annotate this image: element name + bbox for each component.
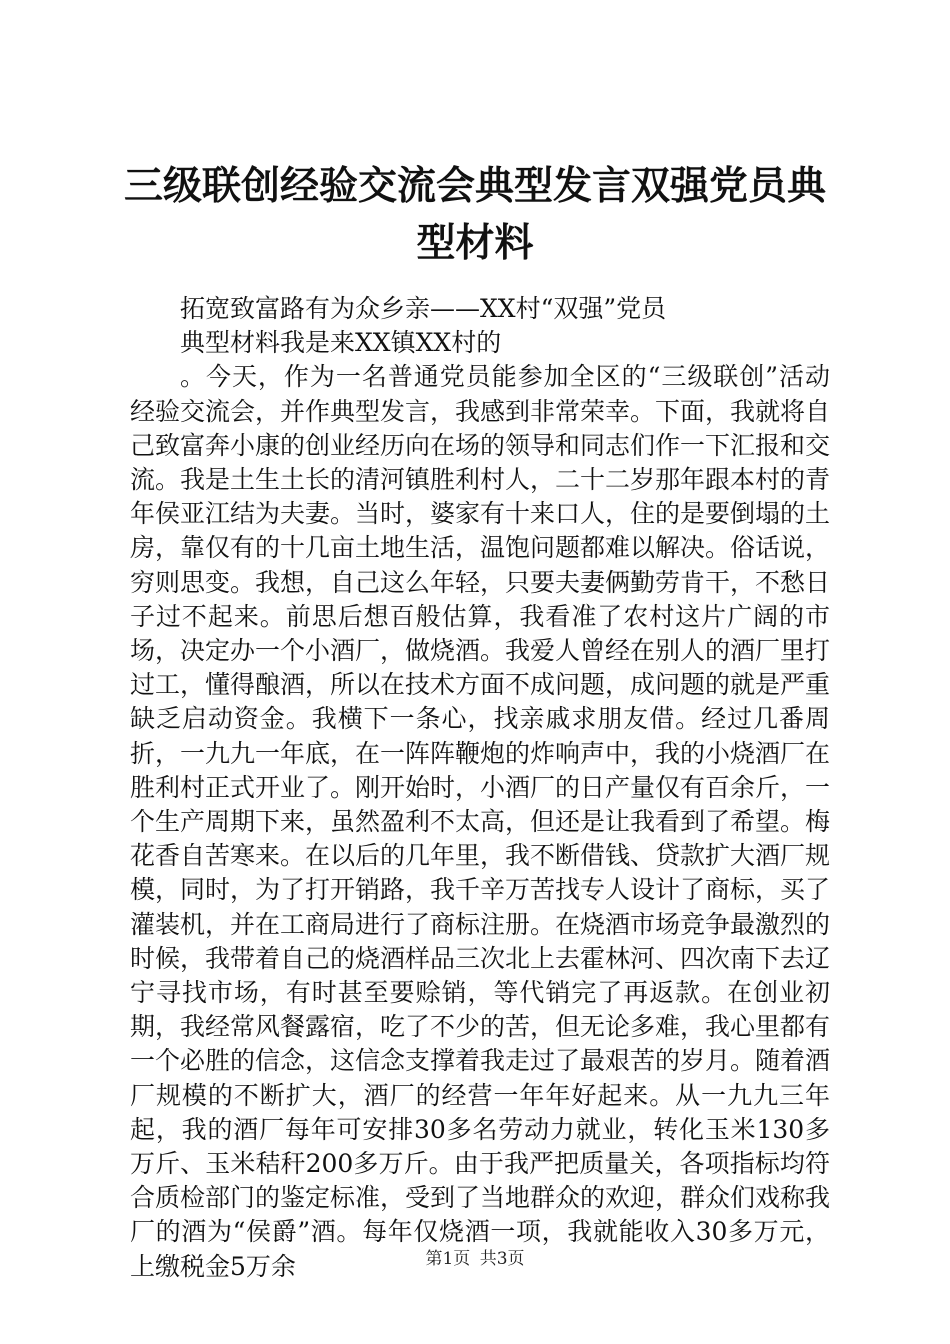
- document-title: 三级联创经验交流会典型发言双强党员典型材料: [123, 163, 826, 266]
- intro-line: 典型材料我是来XX镇XX村的: [180, 328, 502, 358]
- document-body: [130, 292, 830, 1284]
- page-footer: [0, 1244, 950, 1269]
- page-number: 第1页: [425, 1249, 471, 1269]
- page-total: 共3页: [479, 1249, 525, 1269]
- document-subtitle: 拓宽致富路有为众乡亲——XX村“双强”党员: [180, 294, 667, 323]
- body-paragraph: 。今天，作为一名普通党员能参加全区的“三级联创”活动经验交流会，并作典型发言，我感到非常荣幸。下面，我就将自己致富奔小康的创业经历向在场的领导和同志们作一下汇报和交流。我是土生土长的清河镇胜利村人，二十二岁那年跟本村的青年侯亚江结为夫妻。当时，婆家有十来口人，住的是要倒塌的土房，靠仅有的十几亩土地生活，温饱问题都难以解决。俗话说，穷则思变。我想，自己这么年轻，只要夫妻俩勤劳肯干，不愁日子过不起来。前思后想百般估算，我看准了农村这片广阔的市场，决定办一个小酒厂，做烧酒。我爱人曾经在别人的酒厂里打过工，懂得酿酒，所以在技术方面不成问题，成问题的就是严重缺乏启动资金。我横下一条心，找亲戚求朋友借。经过几番周折，一九九一年底，在一阵阵鞭炮的炸响声中，我的小烧酒厂在胜利村正式开业了。刚开始时，小酒厂的日产量仅有百余斤，一个生产周期下来，虽然盈利不太高，但还是让我看到了希望。梅花香自苦寒来。在以后的几年里，我不断借钱、贷款扩大酒厂规模，同时，为了打开销路，我千辛万苦找专人设计了商标，买了灌装机，并在工商局进行了商标注册。在烧酒市场竞争最激烈的时候，我带着自己的烧酒样品三次北上去霍林河、四次南下去辽宁寻找市场，有时甚至要赊销，等代销完了再返款。在创业初期，我经常风餐露宿，吃了不少的苦，但无论多难，我心里都有一个必胜的信念，这信念支撑着我走过了最艰苦的岁月。随着酒厂规模的不断扩大，酒厂的经营一年年好起来。从一九九三年起，我的酒厂每年可安排30多名劳动力就业，转化玉米130多万斤、玉米秸秆200多万斤。由于我严把质量关，各项指标均符合质检部门的鉴定标准，受到了当地群众的欢迎，群众们戏称我厂的酒为“侯爵”酒。每年仅烧酒一项，我就能收入30多万元，上缴税金5万余: [130, 362, 831, 1281]
